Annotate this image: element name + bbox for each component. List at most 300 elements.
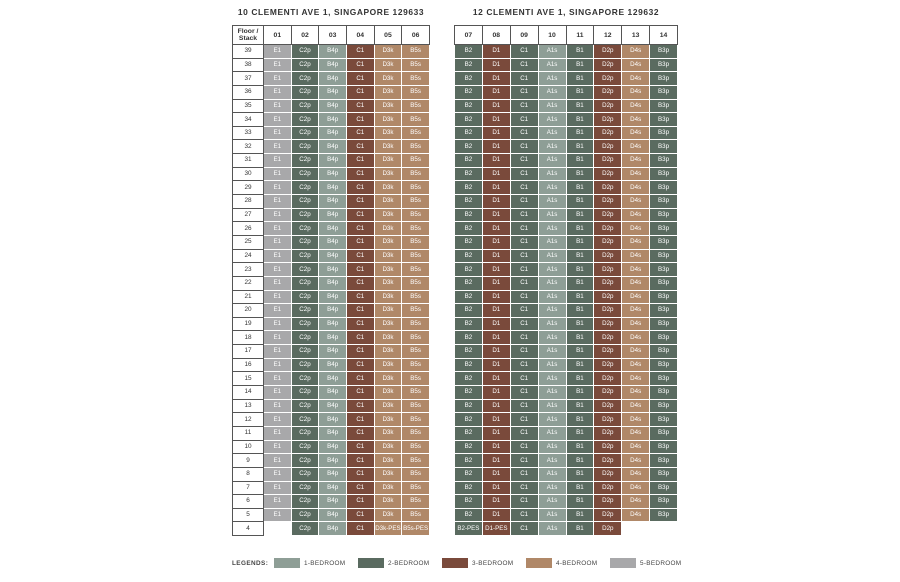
unit-cell: D3k — [374, 345, 402, 359]
unit-cell: D4s — [622, 454, 650, 468]
unit-cell: B4p — [319, 495, 347, 509]
unit-cell: B1 — [566, 58, 594, 72]
unit-cell: A1s — [538, 467, 566, 481]
unit-cell: B4p — [319, 181, 347, 195]
unit-cell: B2 — [455, 440, 483, 454]
unit-cell: D2p — [594, 399, 622, 413]
unit-cell: B2 — [455, 426, 483, 440]
unit-cell: B2 — [455, 413, 483, 427]
unit-cell: B3p — [650, 85, 678, 99]
unit-cell: B5s — [402, 440, 430, 454]
floor-label: 36 — [233, 85, 264, 99]
unit-cell: D1 — [482, 467, 510, 481]
unit-cell: C2p — [291, 222, 319, 236]
stack-header-07: 07 — [455, 26, 483, 45]
unit-cell: C2p — [291, 263, 319, 277]
unit-cell: C2p — [291, 45, 319, 59]
floor-row — [455, 58, 678, 72]
unit-cell: B1 — [566, 440, 594, 454]
unit-cell: D2p — [594, 495, 622, 509]
unit-cell: B1 — [566, 235, 594, 249]
unit-cell: A1s — [538, 372, 566, 386]
stack-header-12: 12 — [594, 26, 622, 45]
unit-cell: D2p — [594, 45, 622, 59]
unit-cell: E1 — [264, 317, 292, 331]
unit-cell: B5s — [402, 467, 430, 481]
unit-cell: E1 — [264, 331, 292, 345]
unit-cell: B2 — [455, 113, 483, 127]
unit-cell: D1 — [482, 290, 510, 304]
unit-cell: C2p — [291, 154, 319, 168]
unit-cell: C1 — [510, 413, 538, 427]
unit-cell: A1s — [538, 181, 566, 195]
unit-cell: B5s — [402, 317, 430, 331]
unit-cell: B3p — [650, 140, 678, 154]
floor-label: 35 — [233, 99, 264, 113]
floor-row — [233, 495, 430, 509]
floor-row — [233, 399, 430, 413]
unit-cell: A1s — [538, 508, 566, 522]
floor-label: 16 — [233, 358, 264, 372]
unit-cell: B4p — [319, 263, 347, 277]
unit-cell: C1 — [510, 181, 538, 195]
unit-cell: B5s — [402, 426, 430, 440]
stack-header-08: 08 — [482, 26, 510, 45]
unit-cell: D1 — [482, 276, 510, 290]
floor-row — [455, 304, 678, 318]
unit-cell: C1 — [510, 467, 538, 481]
unit-cell: B4p — [319, 413, 347, 427]
floor-row — [233, 263, 430, 277]
floor-row — [455, 495, 678, 509]
unit-cell: B4p — [319, 304, 347, 318]
unit-cell: B1 — [566, 495, 594, 509]
unit-cell: A1s — [538, 345, 566, 359]
unit-cell: D3k — [374, 386, 402, 400]
legend-swatch-1-bedroom — [274, 558, 300, 568]
unit-cell: B1 — [566, 399, 594, 413]
unit-cell: D1 — [482, 195, 510, 209]
unit-cell: B5s — [402, 372, 430, 386]
unit-cell: D2p — [594, 454, 622, 468]
unit-cell: B5s — [402, 195, 430, 209]
floor-row — [455, 72, 678, 86]
unit-cell: B5s — [402, 140, 430, 154]
unit-cell: E1 — [264, 358, 292, 372]
unit-cell: C1 — [510, 195, 538, 209]
unit-cell: B4p — [319, 440, 347, 454]
floor-row — [455, 317, 678, 331]
unit-cell: B5s — [402, 454, 430, 468]
floor-label: 13 — [233, 399, 264, 413]
unit-cell: D2p — [594, 372, 622, 386]
unit-cell: C1 — [510, 113, 538, 127]
unit-cell: C2p — [291, 208, 319, 222]
unit-cell: D2p — [594, 440, 622, 454]
unit-cell: E1 — [264, 208, 292, 222]
unit-cell: D4s — [622, 126, 650, 140]
floor-row — [455, 140, 678, 154]
floor-row — [455, 113, 678, 127]
floor-row — [455, 386, 678, 400]
unit-cell: D1 — [482, 249, 510, 263]
unit-cell: D4s — [622, 372, 650, 386]
unit-cell: D2p — [594, 113, 622, 127]
unit-cell: B3p — [650, 167, 678, 181]
floor-row — [233, 113, 430, 127]
unit-cell: B5s — [402, 481, 430, 495]
block-10-title: 10 CLEMENTI AVE 1, SINGAPORE 129633 — [237, 7, 425, 17]
floor-row — [233, 372, 430, 386]
unit-cell: D2p — [594, 58, 622, 72]
legend-swatch-2-bedroom — [358, 558, 384, 568]
unit-cell: C1 — [510, 208, 538, 222]
unit-cell: C1 — [510, 508, 538, 522]
unit-cell: C1 — [510, 99, 538, 113]
floor-label: 10 — [233, 440, 264, 454]
unit-cell: A1s — [538, 276, 566, 290]
unit-cell: B2 — [455, 140, 483, 154]
unit-cell: B2 — [455, 208, 483, 222]
unit-cell: D3k — [374, 399, 402, 413]
unit-cell: C1 — [346, 440, 374, 454]
legend-label-3-bedroom: 3-BEDROOM — [472, 560, 514, 567]
unit-cell: B3p — [650, 208, 678, 222]
floor-label: 29 — [233, 181, 264, 195]
unit-cell: E1 — [264, 426, 292, 440]
unit-cell: D4s — [622, 426, 650, 440]
floor-label: 17 — [233, 345, 264, 359]
unit-cell: B2 — [455, 290, 483, 304]
floor-row — [233, 454, 430, 468]
stack-header-13: 13 — [622, 26, 650, 45]
floor-label: 20 — [233, 304, 264, 318]
unit-cell: D2p — [594, 222, 622, 236]
floor-row — [233, 358, 430, 372]
unit-cell: B4p — [319, 454, 347, 468]
unit-cell: D2p — [594, 358, 622, 372]
unit-cell: B2 — [455, 263, 483, 277]
unit-cell — [650, 522, 678, 536]
unit-cell: A1s — [538, 304, 566, 318]
unit-cell: D3k — [374, 290, 402, 304]
unit-cell: C2p — [291, 399, 319, 413]
unit-cell: B2 — [455, 495, 483, 509]
floor-row — [455, 181, 678, 195]
unit-cell: C2p — [291, 522, 319, 536]
floor-row — [455, 413, 678, 427]
unit-cell: C1 — [510, 481, 538, 495]
unit-cell: B5s — [402, 72, 430, 86]
unit-cell: D1 — [482, 167, 510, 181]
unit-cell: C1 — [510, 290, 538, 304]
unit-cell: C1 — [346, 290, 374, 304]
unit-cell: D1 — [482, 140, 510, 154]
unit-cell: C1 — [346, 317, 374, 331]
floor-row — [233, 522, 430, 536]
floor-row — [455, 399, 678, 413]
unit-cell: D1 — [482, 222, 510, 236]
unit-cell: D1 — [482, 85, 510, 99]
unit-cell: A1s — [538, 290, 566, 304]
unit-cell: C2p — [291, 413, 319, 427]
unit-cell: B2 — [455, 508, 483, 522]
unit-cell: D3k — [374, 99, 402, 113]
unit-cell: D3k — [374, 140, 402, 154]
unit-cell: E1 — [264, 72, 292, 86]
floor-label: 15 — [233, 372, 264, 386]
unit-cell: A1s — [538, 45, 566, 59]
unit-cell: C1 — [346, 154, 374, 168]
unit-cell: C1 — [510, 522, 538, 536]
floor-row — [233, 154, 430, 168]
unit-cell: D3k — [374, 358, 402, 372]
unit-cell: B4p — [319, 399, 347, 413]
unit-cell: C1 — [510, 426, 538, 440]
unit-cell: E1 — [264, 495, 292, 509]
legend-swatch-4-bedroom — [526, 558, 552, 568]
unit-cell: B3p — [650, 372, 678, 386]
legend-swatch-3-bedroom — [442, 558, 468, 568]
unit-cell: B2 — [455, 235, 483, 249]
unit-cell: D3k — [374, 45, 402, 59]
unit-cell: E1 — [264, 304, 292, 318]
unit-cell: B1 — [566, 249, 594, 263]
unit-cell: D4s — [622, 263, 650, 277]
unit-cell: E1 — [264, 167, 292, 181]
unit-cell: B5s — [402, 386, 430, 400]
unit-cell: D1 — [482, 386, 510, 400]
unit-cell: B2 — [455, 249, 483, 263]
unit-cell: B2 — [455, 195, 483, 209]
stack-header-02: 02 — [291, 26, 319, 45]
unit-cell: B1 — [566, 181, 594, 195]
unit-cell: A1s — [538, 126, 566, 140]
unit-cell: D3k — [374, 495, 402, 509]
unit-cell: B2 — [455, 276, 483, 290]
unit-cell: B5s — [402, 413, 430, 427]
legend-title: LEGENDS: — [232, 560, 269, 567]
unit-cell: B2 — [455, 386, 483, 400]
unit-cell: C1 — [346, 399, 374, 413]
unit-cell: B5s — [402, 235, 430, 249]
unit-cell: C1 — [346, 467, 374, 481]
floor-row — [233, 167, 430, 181]
unit-cell: D4s — [622, 140, 650, 154]
floor-row — [455, 481, 678, 495]
unit-cell: B4p — [319, 99, 347, 113]
unit-cell: E1 — [264, 222, 292, 236]
stack-header-06: 06 — [402, 26, 430, 45]
floor-label: 28 — [233, 195, 264, 209]
unit-cell: E1 — [264, 140, 292, 154]
unit-cell: B4p — [319, 140, 347, 154]
unit-cell: D2p — [594, 276, 622, 290]
unit-cell: C2p — [291, 99, 319, 113]
stack-header-05: 05 — [374, 26, 402, 45]
unit-cell: C1 — [346, 99, 374, 113]
unit-cell: C1 — [346, 222, 374, 236]
unit-cell: C1 — [346, 140, 374, 154]
unit-cell: D3k-PES — [374, 522, 402, 536]
unit-cell: B5s — [402, 290, 430, 304]
floor-label: 18 — [233, 331, 264, 345]
unit-cell: D1 — [482, 181, 510, 195]
unit-cell: B3p — [650, 413, 678, 427]
unit-cell: B1 — [566, 508, 594, 522]
unit-cell: A1s — [538, 399, 566, 413]
unit-cell: B1 — [566, 345, 594, 359]
unit-cell: B3p — [650, 235, 678, 249]
floor-label: 11 — [233, 426, 264, 440]
unit-cell: C1 — [510, 372, 538, 386]
unit-cell: A1s — [538, 522, 566, 536]
unit-cell — [622, 522, 650, 536]
unit-cell: B5s — [402, 222, 430, 236]
stack-header-11: 11 — [566, 26, 594, 45]
unit-cell: C1 — [510, 263, 538, 277]
unit-cell: B3p — [650, 386, 678, 400]
floor-row — [233, 481, 430, 495]
unit-cell: B1 — [566, 522, 594, 536]
unit-cell: D2p — [594, 304, 622, 318]
legend-label-4-bedroom: 4-BEDROOM — [556, 560, 598, 567]
unit-cell: D4s — [622, 304, 650, 318]
unit-cell: B3p — [650, 276, 678, 290]
unit-cell: B2 — [455, 399, 483, 413]
unit-cell: D3k — [374, 454, 402, 468]
unit-cell: D4s — [622, 222, 650, 236]
unit-cell: E1 — [264, 276, 292, 290]
unit-cell: A1s — [538, 495, 566, 509]
unit-cell: B4p — [319, 195, 347, 209]
unit-cell: E1 — [264, 249, 292, 263]
unit-cell: B5s — [402, 345, 430, 359]
unit-cell: C2p — [291, 195, 319, 209]
unit-cell: D4s — [622, 331, 650, 345]
floor-label: 14 — [233, 386, 264, 400]
unit-cell: D3k — [374, 317, 402, 331]
unit-cell: D4s — [622, 440, 650, 454]
legend-label-5-bedroom: 5-BEDROOM — [640, 560, 682, 567]
floor-label: 34 — [233, 113, 264, 127]
unit-cell: B1 — [566, 304, 594, 318]
unit-cell: B3p — [650, 317, 678, 331]
unit-cell: C2p — [291, 167, 319, 181]
unit-cell: D3k — [374, 222, 402, 236]
unit-cell: D3k — [374, 85, 402, 99]
unit-cell: D2p — [594, 167, 622, 181]
unit-cell: C1 — [510, 72, 538, 86]
floor-row — [455, 426, 678, 440]
floor-row — [233, 317, 430, 331]
unit-cell: B1 — [566, 481, 594, 495]
unit-cell: D2p — [594, 508, 622, 522]
unit-cell: A1s — [538, 58, 566, 72]
unit-cell: B4p — [319, 317, 347, 331]
unit-cell: A1s — [538, 331, 566, 345]
unit-cell: D1 — [482, 263, 510, 277]
unit-cell: B5s-PES — [402, 522, 430, 536]
block-12-title: 12 CLEMENTI AVE 1, SINGAPORE 129632 — [472, 7, 660, 17]
unit-cell: B1 — [566, 140, 594, 154]
unit-cell: D4s — [622, 290, 650, 304]
unit-cell: D3k — [374, 413, 402, 427]
unit-cell: B4p — [319, 72, 347, 86]
unit-cell: C1 — [510, 317, 538, 331]
unit-cell: D3k — [374, 195, 402, 209]
unit-cell: C1 — [346, 72, 374, 86]
unit-cell: C1 — [510, 126, 538, 140]
floor-label: 31 — [233, 154, 264, 168]
unit-cell: D4s — [622, 99, 650, 113]
floor-row — [455, 263, 678, 277]
unit-cell: C1 — [346, 386, 374, 400]
floor-row — [455, 85, 678, 99]
unit-cell: B1 — [566, 372, 594, 386]
unit-cell: D4s — [622, 317, 650, 331]
unit-cell: D1 — [482, 304, 510, 318]
floor-label: 37 — [233, 72, 264, 86]
block-10-stack-table — [232, 25, 430, 536]
unit-cell: C1 — [346, 249, 374, 263]
unit-cell: B3p — [650, 454, 678, 468]
unit-cell: D2p — [594, 154, 622, 168]
unit-cell: D2p — [594, 235, 622, 249]
unit-cell: B1 — [566, 126, 594, 140]
unit-cell: B2 — [455, 58, 483, 72]
unit-cell: D1 — [482, 440, 510, 454]
unit-cell: C1 — [510, 358, 538, 372]
unit-cell: E1 — [264, 99, 292, 113]
unit-cell: D3k — [374, 208, 402, 222]
unit-cell: D1 — [482, 345, 510, 359]
unit-cell: D3k — [374, 508, 402, 522]
floor-row — [233, 440, 430, 454]
unit-cell: B3p — [650, 345, 678, 359]
unit-cell: B4p — [319, 290, 347, 304]
legend — [232, 558, 682, 570]
unit-cell: B5s — [402, 495, 430, 509]
unit-cell: C2p — [291, 126, 319, 140]
unit-cell: C2p — [291, 181, 319, 195]
unit-cell: C1 — [346, 263, 374, 277]
unit-cell: A1s — [538, 413, 566, 427]
floor-row — [455, 508, 678, 522]
unit-cell: C1 — [346, 426, 374, 440]
unit-cell: C1 — [510, 331, 538, 345]
unit-cell: C1 — [346, 331, 374, 345]
unit-cell: B3p — [650, 481, 678, 495]
unit-cell: D3k — [374, 58, 402, 72]
unit-cell: B3p — [650, 222, 678, 236]
floor-row — [455, 454, 678, 468]
unit-cell: B3p — [650, 72, 678, 86]
unit-cell: D4s — [622, 276, 650, 290]
floor-row — [455, 467, 678, 481]
unit-cell: B5s — [402, 276, 430, 290]
unit-cell: B3p — [650, 195, 678, 209]
unit-cell: B1 — [566, 167, 594, 181]
unit-cell: E1 — [264, 440, 292, 454]
floor-label: 8 — [233, 467, 264, 481]
unit-cell: C2p — [291, 290, 319, 304]
unit-cell: B1 — [566, 358, 594, 372]
unit-cell: D1 — [482, 331, 510, 345]
unit-cell: D4s — [622, 58, 650, 72]
unit-cell: B2 — [455, 85, 483, 99]
unit-cell: B4p — [319, 386, 347, 400]
